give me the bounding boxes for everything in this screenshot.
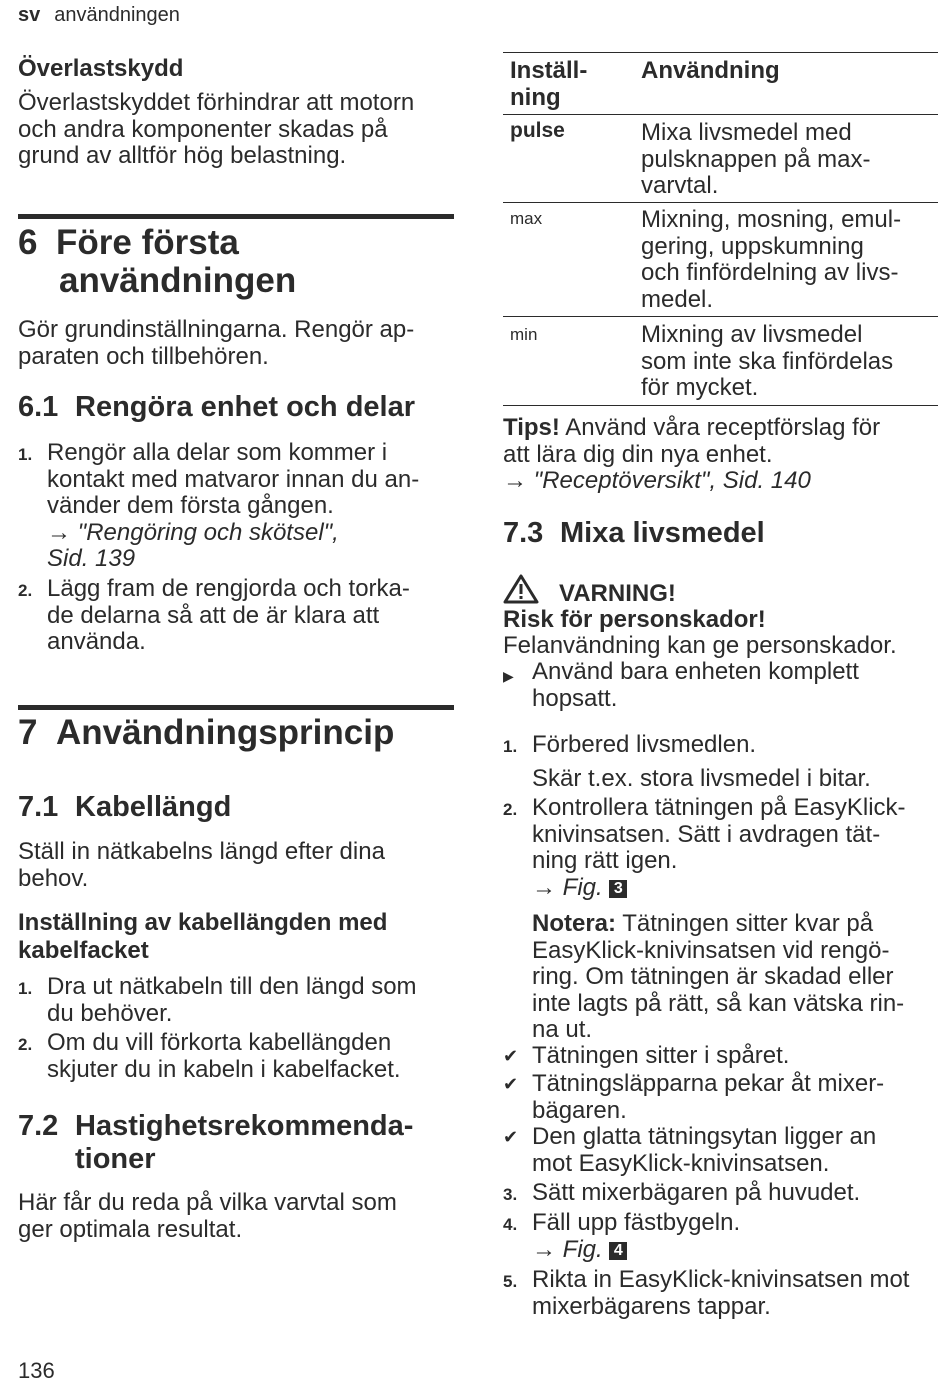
text-line: Överlastskyddet förhindrar att motorn: [18, 89, 415, 116]
text-line: Kontrollera tätningen på EasyKlick-: [532, 794, 906, 821]
text-line: grund av alltför hög belastning.: [18, 142, 347, 169]
warning-bullet: [503, 659, 859, 712]
text-line: Dra ut nätkabeln till den längd som: [47, 973, 417, 1000]
section-number: 7.1: [18, 791, 59, 823]
section-title-cont: tioner: [75, 1143, 156, 1175]
text-line: Tätningen sitter kvar på: [616, 910, 874, 937]
chapter-6-heading: [18, 224, 296, 300]
text-line: att lära dig din nya enhet.: [503, 440, 773, 468]
step-number: 2.: [18, 1035, 33, 1054]
text-line: paraten och tillbehören.: [18, 342, 269, 370]
chapter-title: Användningsprincip: [56, 713, 395, 752]
text-line: Inställning av kabellängden med: [18, 909, 388, 936]
text-line: Här får du reda på vilka varvtal som: [18, 1189, 397, 1216]
chapter-rule: [18, 214, 454, 219]
note-block: [532, 911, 906, 1044]
chapter-number: 7: [18, 713, 38, 752]
section-title: Kabellängd: [75, 791, 232, 823]
checkmark-icon: ✔: [503, 1074, 519, 1094]
overload-heading: Överlastskydd: [18, 55, 184, 82]
text-line: som inte ska finfördelas: [641, 347, 894, 375]
setting-min: min: [510, 325, 538, 344]
text-line: Förbered livsmedlen.: [532, 731, 757, 758]
page-number: 136: [18, 1358, 55, 1383]
warning-title: VARNING!: [559, 580, 676, 607]
section-7-2-intro: [18, 1190, 397, 1243]
text-line: gering, uppskumning: [641, 232, 864, 260]
section-6-1-heading: [18, 391, 415, 424]
text-line: och finfördelning av livs-: [641, 259, 899, 286]
section-7-2-heading: [18, 1110, 413, 1176]
text-line: Ställ in nätkabelns längd efter dina: [18, 838, 385, 865]
text-line: Sätt mixerbägaren på huvudet.: [532, 1179, 861, 1206]
text-line: och andra komponenter skadas på: [18, 115, 388, 143]
triangle-bullet-icon: ▶: [503, 668, 514, 684]
table-header-usage: Användning: [641, 57, 780, 84]
section-7-1-heading: [18, 791, 231, 824]
chapter-title-cont: användningen: [59, 261, 297, 300]
setting-pulse: pulse: [510, 119, 565, 142]
text-line: bägaren.: [532, 1096, 627, 1124]
table-header-setting: [510, 57, 587, 111]
section-7-3-heading: [503, 517, 765, 550]
text-line: knivinsatsen. Sätt i avdragen tät-: [532, 820, 881, 848]
running-header: [18, 4, 180, 27]
text-line: Mixning, mosning, emul-: [641, 206, 902, 233]
cross-reference-link[interactable]: → "Rengöring och skötsel",: [47, 518, 339, 546]
header-section: användningen: [54, 4, 180, 26]
step-number: 3.: [503, 1185, 518, 1204]
text-line: Mixning av livsmedel: [641, 321, 863, 348]
table-row: [503, 114, 938, 203]
step-item: [18, 974, 417, 1027]
text-line: Använd våra receptförslag för: [559, 414, 881, 441]
step-number: 4.: [503, 1215, 518, 1234]
section-title: Mixa livsmedel: [560, 517, 765, 549]
text-line: pulsknappen på max-: [641, 145, 871, 173]
figure-number-badge: 4: [609, 1242, 627, 1260]
usage-cell: [641, 322, 893, 402]
text-line: för mycket.: [641, 374, 759, 401]
step-item: [503, 1180, 860, 1207]
step-number: 2.: [18, 581, 33, 600]
text-line: de delarna så att de är klara att: [47, 601, 380, 629]
text-line: hopsatt.: [532, 684, 618, 712]
text-line: Om du vill förkorta kabellängden: [47, 1029, 392, 1056]
text-line: Den glatta tätningsytan ligger an: [532, 1123, 877, 1150]
text-line: mot EasyKlick-knivinsatsen.: [532, 1149, 830, 1177]
text-line: Lägg fram de rengjorda och torka-: [47, 575, 410, 602]
usage-cell: [641, 207, 901, 313]
text-line: behov.: [18, 864, 89, 892]
chapter-number: 6: [18, 223, 38, 262]
chapter-6-intro: [18, 317, 414, 370]
step-item: [18, 1030, 401, 1083]
step-number: 5.: [503, 1272, 518, 1291]
chapter-7-heading: [18, 714, 394, 752]
step-item: [503, 1267, 909, 1320]
section-number: 7.3: [503, 517, 544, 549]
step-item: [503, 1210, 740, 1263]
text-line: EasyKlick-knivinsatsen vid rengö-: [532, 936, 890, 964]
step-detail: Skär t.ex. stora livsmedel i bitar.: [532, 764, 871, 792]
text-line: använda.: [47, 628, 146, 655]
text-line: Fäll upp fästbygeln.: [532, 1209, 741, 1236]
text-line: ning rätt igen.: [532, 847, 678, 874]
figure-ref-text: → Fig.: [532, 873, 603, 901]
text-line: Inställ-: [510, 57, 588, 84]
figure-reference[interactable]: [532, 875, 906, 902]
text-line: kabelfacket: [18, 937, 149, 964]
step-number: 2.: [503, 800, 518, 819]
text-line: Tätningen sitter i spåret.: [532, 1042, 790, 1069]
step-number: 1.: [18, 979, 33, 998]
section-number: 7.2: [18, 1110, 59, 1142]
step-number: 1.: [18, 445, 33, 464]
text-line: varvtal.: [641, 172, 719, 199]
tip-block: [503, 415, 880, 495]
chapter-title: Före första: [56, 223, 239, 262]
cable-subheading: [18, 909, 387, 965]
section-title: Hastighetsrekommenda-: [75, 1110, 414, 1142]
section-title: Rengöra enhet och delar: [75, 391, 416, 423]
check-item: [503, 1124, 876, 1177]
warning-subtitle: Risk för personskador!: [503, 606, 766, 633]
text-line: kontakt med matvaror innan du an-: [47, 465, 420, 493]
step-number: 1.: [503, 737, 518, 756]
chapter-rule: [18, 705, 454, 710]
warning-text: Felanvändning kan ge personskador.: [503, 632, 897, 659]
text-line: Mixa livsmedel med: [641, 119, 852, 146]
table-header-row: [503, 52, 938, 113]
cross-reference-page[interactable]: Sid. 139: [47, 545, 136, 572]
note-label: Notera:: [532, 910, 617, 937]
text-line: mixerbägarens tappar.: [532, 1292, 771, 1320]
text-line: Rikta in EasyKlick-knivinsatsen mot: [532, 1266, 910, 1293]
step-item: [503, 795, 906, 1044]
tip-label: Tips!: [503, 414, 560, 441]
step-item: [503, 732, 871, 792]
table-row: [503, 202, 938, 317]
step-item: [18, 576, 410, 656]
check-item: [503, 1071, 884, 1124]
figure-reference[interactable]: [532, 1237, 740, 1264]
checkmark-icon: ✔: [503, 1046, 519, 1066]
text-line: Tätningsläpparna pekar åt mixer-: [532, 1070, 885, 1097]
text-line: medel.: [641, 285, 714, 313]
text-line: na ut.: [532, 1016, 593, 1043]
language-code: sv: [18, 4, 41, 26]
text-line: vänder dem första gången.: [47, 492, 334, 519]
section-7-1-intro: [18, 839, 385, 892]
text-line: ning: [510, 84, 561, 111]
checkmark-icon: ✔: [503, 1127, 519, 1147]
text-line: Gör grundinställningarna. Rengör ap-: [18, 316, 415, 343]
usage-cell: [641, 120, 870, 200]
figure-ref-text: → Fig.: [532, 1235, 603, 1263]
setting-max: max: [510, 209, 543, 228]
step-item: [18, 440, 419, 573]
text-line: du behöver.: [47, 999, 173, 1027]
text-line: Använd bara enheten komplett: [532, 658, 859, 685]
cross-reference-link[interactable]: → "Receptöversikt", Sid. 140: [503, 467, 811, 494]
text-line: ger optimala resultat.: [18, 1215, 243, 1243]
text-line: skjuter du in kabeln i kabelfacket.: [47, 1055, 401, 1083]
figure-number-badge: 3: [609, 880, 627, 898]
table-row: [503, 316, 938, 406]
text-line: inte lagts på rätt, så kan vätska rin-: [532, 989, 905, 1017]
check-item: [503, 1043, 789, 1070]
text-line: Rengör alla delar som kommer i: [47, 439, 388, 466]
warning-icon: [503, 574, 539, 609]
section-number: 6.1: [18, 391, 59, 423]
overload-text: [18, 90, 414, 170]
text-line: ring. Om tätningen är skadad eller: [532, 963, 894, 990]
